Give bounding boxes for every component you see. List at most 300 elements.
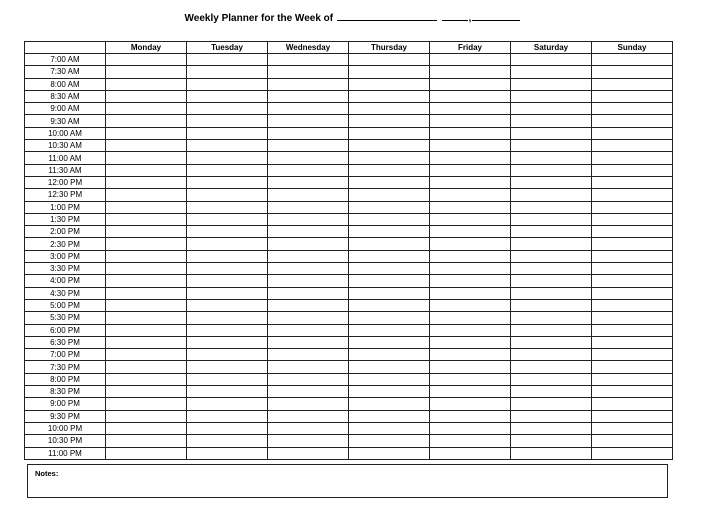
slot-cell-tuesday[interactable] [187,238,268,250]
slot-cell-tuesday[interactable] [187,189,268,201]
slot-cell-monday[interactable] [106,447,187,459]
table-row [25,54,673,66]
slot-cell-tuesday[interactable] [187,361,268,373]
slot-cell-saturday[interactable] [511,299,592,311]
slot-cell-sunday[interactable] [592,386,673,398]
slot-cell-wednesday[interactable] [268,152,349,164]
slot-cell-monday[interactable] [106,238,187,250]
slot-cell-monday[interactable] [106,66,187,78]
slot-cell-friday[interactable] [430,103,511,115]
slot-cell-thursday[interactable] [349,54,430,66]
table-row [25,213,673,225]
slot-cell-saturday[interactable] [511,201,592,213]
slot-cell-friday[interactable] [430,373,511,385]
slot-cell-tuesday[interactable] [187,103,268,115]
time-label: 11:30 AM [25,164,106,176]
slot-cell-sunday[interactable] [592,263,673,275]
slot-cell-thursday[interactable] [349,226,430,238]
table-row [25,386,673,398]
slot-cell-wednesday[interactable] [268,410,349,422]
table-row [25,263,673,275]
table-row [25,103,673,115]
slot-cell-monday[interactable] [106,90,187,102]
slot-cell-friday[interactable] [430,189,511,201]
time-label: 7:30 AM [25,66,106,78]
slot-cell-wednesday[interactable] [268,349,349,361]
slot-cell-thursday[interactable] [349,287,430,299]
slot-cell-friday[interactable] [430,164,511,176]
slot-cell-tuesday[interactable] [187,115,268,127]
slot-cell-sunday[interactable] [592,287,673,299]
time-label: 9:00 AM [25,103,106,115]
slot-cell-wednesday[interactable] [268,275,349,287]
slot-cell-wednesday[interactable] [268,447,349,459]
slot-cell-monday[interactable] [106,287,187,299]
header-row [25,42,673,54]
slot-cell-thursday[interactable] [349,66,430,78]
slot-cell-thursday[interactable] [349,324,430,336]
slot-cell-tuesday[interactable] [187,90,268,102]
time-label: 8:30 PM [25,386,106,398]
slot-cell-saturday[interactable] [511,287,592,299]
slot-cell-friday[interactable] [430,386,511,398]
slot-cell-saturday[interactable] [511,189,592,201]
slot-cell-tuesday[interactable] [187,422,268,434]
slot-cell-thursday[interactable] [349,201,430,213]
slot-cell-wednesday[interactable] [268,361,349,373]
slot-cell-monday[interactable] [106,299,187,311]
time-label: 6:30 PM [25,336,106,348]
slot-cell-tuesday[interactable] [187,324,268,336]
slot-cell-friday[interactable] [430,238,511,250]
day-header-thursday: Thursday [349,42,430,54]
slot-cell-monday[interactable] [106,398,187,410]
slot-cell-wednesday[interactable] [268,312,349,324]
slot-cell-wednesday[interactable] [268,115,349,127]
table-row [25,78,673,90]
slot-cell-monday[interactable] [106,312,187,324]
slot-cell-monday[interactable] [106,152,187,164]
slot-cell-sunday[interactable] [592,152,673,164]
slot-cell-monday[interactable] [106,336,187,348]
slot-cell-tuesday[interactable] [187,201,268,213]
slot-cell-thursday[interactable] [349,361,430,373]
slot-cell-monday[interactable] [106,213,187,225]
table-row [25,115,673,127]
slot-cell-sunday[interactable] [592,361,673,373]
table-row [25,324,673,336]
slot-cell-friday[interactable] [430,127,511,139]
slot-cell-thursday[interactable] [349,422,430,434]
table-row [25,410,673,422]
slot-cell-thursday[interactable] [349,189,430,201]
slot-cell-friday[interactable] [430,312,511,324]
time-label: 2:00 PM [25,226,106,238]
slot-cell-wednesday[interactable] [268,213,349,225]
slot-cell-wednesday[interactable] [268,176,349,188]
slot-cell-thursday[interactable] [349,78,430,90]
slot-cell-saturday[interactable] [511,435,592,447]
slot-cell-thursday[interactable] [349,115,430,127]
slot-cell-saturday[interactable] [511,164,592,176]
date-blank-line[interactable] [442,11,468,21]
slot-cell-tuesday[interactable] [187,349,268,361]
slot-cell-friday[interactable] [430,176,511,188]
slot-cell-friday[interactable] [430,90,511,102]
slot-cell-wednesday[interactable] [268,250,349,262]
slot-cell-thursday[interactable] [349,398,430,410]
slot-cell-sunday[interactable] [592,164,673,176]
slot-cell-tuesday[interactable] [187,287,268,299]
slot-cell-wednesday[interactable] [268,373,349,385]
slot-cell-monday[interactable] [106,176,187,188]
slot-cell-sunday[interactable] [592,275,673,287]
slot-cell-sunday[interactable] [592,299,673,311]
slot-cell-sunday[interactable] [592,435,673,447]
slot-cell-tuesday[interactable] [187,226,268,238]
time-label: 11:00 AM [25,152,106,164]
slot-cell-sunday[interactable] [592,189,673,201]
slot-cell-wednesday[interactable] [268,201,349,213]
table-row [25,447,673,459]
slot-cell-wednesday[interactable] [268,226,349,238]
slot-cell-wednesday[interactable] [268,189,349,201]
slot-cell-friday[interactable] [430,54,511,66]
slot-cell-friday[interactable] [430,422,511,434]
year-blank-line[interactable] [472,11,520,21]
table-row [25,299,673,311]
slot-cell-saturday[interactable] [511,213,592,225]
slot-cell-friday[interactable] [430,299,511,311]
slot-cell-thursday[interactable] [349,349,430,361]
slot-cell-saturday[interactable] [511,127,592,139]
slot-cell-saturday[interactable] [511,422,592,434]
slot-cell-friday[interactable] [430,435,511,447]
notes-label: Notes: [35,469,59,478]
time-label: 7:30 PM [25,361,106,373]
slot-cell-thursday[interactable] [349,336,430,348]
table-row [25,66,673,78]
slot-cell-monday[interactable] [106,435,187,447]
table-row [25,373,673,385]
slot-cell-saturday[interactable] [511,447,592,459]
slot-cell-thursday[interactable] [349,312,430,324]
slot-cell-monday[interactable] [106,386,187,398]
slot-cell-thursday[interactable] [349,373,430,385]
time-label: 7:00 PM [25,349,106,361]
table-row [25,127,673,139]
slot-cell-tuesday[interactable] [187,78,268,90]
slot-cell-friday[interactable] [430,447,511,459]
slot-cell-tuesday[interactable] [187,263,268,275]
slot-cell-sunday[interactable] [592,115,673,127]
slot-cell-sunday[interactable] [592,422,673,434]
slot-cell-wednesday[interactable] [268,287,349,299]
slot-cell-friday[interactable] [430,140,511,152]
day-header-friday: Friday [430,42,511,54]
time-label: 4:00 PM [25,275,106,287]
slot-cell-wednesday[interactable] [268,54,349,66]
slot-cell-tuesday[interactable] [187,140,268,152]
day-header-sunday: Sunday [592,42,673,54]
time-label: 1:00 PM [25,201,106,213]
slot-cell-sunday[interactable] [592,398,673,410]
slot-cell-tuesday[interactable] [187,250,268,262]
time-label: 10:00 AM [25,127,106,139]
slot-cell-saturday[interactable] [511,176,592,188]
slot-cell-monday[interactable] [106,226,187,238]
slot-cell-monday[interactable] [106,78,187,90]
slot-cell-wednesday[interactable] [268,66,349,78]
slot-cell-thursday[interactable] [349,435,430,447]
slot-cell-saturday[interactable] [511,263,592,275]
slot-cell-monday[interactable] [106,201,187,213]
slot-cell-friday[interactable] [430,361,511,373]
slot-cell-sunday[interactable] [592,127,673,139]
slot-cell-saturday[interactable] [511,140,592,152]
slot-cell-monday[interactable] [106,164,187,176]
slot-cell-sunday[interactable] [592,103,673,115]
slot-cell-wednesday[interactable] [268,336,349,348]
slot-cell-wednesday[interactable] [268,238,349,250]
time-label: 9:00 PM [25,398,106,410]
table-row [25,164,673,176]
day-header-wednesday: Wednesday [268,42,349,54]
slot-cell-tuesday[interactable] [187,386,268,398]
slot-cell-friday[interactable] [430,201,511,213]
slot-cell-monday[interactable] [106,324,187,336]
time-label: 5:30 PM [25,312,106,324]
title-comma: , [468,13,472,24]
slot-cell-saturday[interactable] [511,152,592,164]
slot-cell-wednesday[interactable] [268,90,349,102]
slot-cell-tuesday[interactable] [187,312,268,324]
notes-box[interactable] [27,464,668,498]
slot-cell-monday[interactable] [106,189,187,201]
slot-cell-thursday[interactable] [349,90,430,102]
slot-cell-thursday[interactable] [349,410,430,422]
slot-cell-sunday[interactable] [592,226,673,238]
table-row [25,250,673,262]
slot-cell-monday[interactable] [106,275,187,287]
slot-cell-saturday[interactable] [511,238,592,250]
slot-cell-sunday[interactable] [592,176,673,188]
slot-cell-tuesday[interactable] [187,299,268,311]
slot-cell-sunday[interactable] [592,90,673,102]
slot-cell-tuesday[interactable] [187,164,268,176]
slot-cell-monday[interactable] [106,115,187,127]
time-label: 10:00 PM [25,422,106,434]
slot-cell-sunday[interactable] [592,447,673,459]
slot-cell-wednesday[interactable] [268,398,349,410]
time-label: 9:30 AM [25,115,106,127]
slot-cell-sunday[interactable] [592,324,673,336]
slot-cell-friday[interactable] [430,66,511,78]
time-label: 4:30 PM [25,287,106,299]
slot-cell-saturday[interactable] [511,54,592,66]
slot-cell-sunday[interactable] [592,201,673,213]
time-label: 9:30 PM [25,410,106,422]
slot-cell-friday[interactable] [430,152,511,164]
title-text: Weekly Planner for the Week of [184,13,334,24]
slot-cell-saturday[interactable] [511,373,592,385]
slot-cell-tuesday[interactable] [187,152,268,164]
slot-cell-wednesday[interactable] [268,78,349,90]
time-label: 10:30 PM [25,435,106,447]
table-row [25,189,673,201]
slot-cell-monday[interactable] [106,127,187,139]
slot-cell-thursday[interactable] [349,299,430,311]
slot-cell-thursday[interactable] [349,152,430,164]
slot-cell-saturday[interactable] [511,78,592,90]
slot-cell-tuesday[interactable] [187,213,268,225]
slot-cell-thursday[interactable] [349,386,430,398]
table-row [25,152,673,164]
slot-cell-tuesday[interactable] [187,54,268,66]
slot-cell-thursday[interactable] [349,263,430,275]
time-label: 12:30 PM [25,189,106,201]
table-row [25,398,673,410]
slot-cell-tuesday[interactable] [187,373,268,385]
slot-cell-saturday[interactable] [511,361,592,373]
slot-cell-friday[interactable] [430,324,511,336]
slot-cell-saturday[interactable] [511,66,592,78]
time-label: 1:30 PM [25,213,106,225]
table-row [25,140,673,152]
time-label: 12:00 PM [25,176,106,188]
slot-cell-wednesday[interactable] [268,422,349,434]
slot-cell-sunday[interactable] [592,312,673,324]
slot-cell-monday[interactable] [106,54,187,66]
slot-cell-sunday[interactable] [592,66,673,78]
slot-cell-saturday[interactable] [511,398,592,410]
slot-cell-friday[interactable] [430,263,511,275]
table-row [25,90,673,102]
table-row [25,275,673,287]
slot-cell-thursday[interactable] [349,447,430,459]
table-row [25,336,673,348]
slot-cell-monday[interactable] [106,373,187,385]
slot-cell-saturday[interactable] [511,115,592,127]
table-row [25,287,673,299]
slot-cell-tuesday[interactable] [187,127,268,139]
slot-cell-wednesday[interactable] [268,140,349,152]
slot-cell-sunday[interactable] [592,54,673,66]
slot-cell-saturday[interactable] [511,312,592,324]
time-label: 6:00 PM [25,324,106,336]
slot-cell-sunday[interactable] [592,213,673,225]
slot-cell-thursday[interactable] [349,250,430,262]
slot-cell-sunday[interactable] [592,78,673,90]
slot-cell-sunday[interactable] [592,410,673,422]
slot-cell-friday[interactable] [430,250,511,262]
slot-cell-saturday[interactable] [511,410,592,422]
slot-cell-saturday[interactable] [511,386,592,398]
time-label: 2:30 PM [25,238,106,250]
slot-cell-monday[interactable] [106,103,187,115]
slot-cell-friday[interactable] [430,115,511,127]
slot-cell-monday[interactable] [106,263,187,275]
slot-cell-tuesday[interactable] [187,336,268,348]
slot-cell-thursday[interactable] [349,140,430,152]
slot-cell-saturday[interactable] [511,90,592,102]
slot-cell-wednesday[interactable] [268,164,349,176]
slot-cell-wednesday[interactable] [268,263,349,275]
slot-cell-saturday[interactable] [511,336,592,348]
slot-cell-sunday[interactable] [592,250,673,262]
slot-cell-wednesday[interactable] [268,103,349,115]
slot-cell-thursday[interactable] [349,127,430,139]
slot-cell-friday[interactable] [430,287,511,299]
slot-cell-friday[interactable] [430,349,511,361]
slot-cell-thursday[interactable] [349,275,430,287]
table-row [25,349,673,361]
slot-cell-thursday[interactable] [349,238,430,250]
slot-cell-sunday[interactable] [592,140,673,152]
slot-cell-saturday[interactable] [511,103,592,115]
slot-cell-saturday[interactable] [511,250,592,262]
slot-cell-tuesday[interactable] [187,398,268,410]
slot-cell-saturday[interactable] [511,349,592,361]
time-label: 3:00 PM [25,250,106,262]
table-row [25,422,673,434]
slot-cell-thursday[interactable] [349,176,430,188]
table-row [25,176,673,188]
slot-cell-monday[interactable] [106,250,187,262]
week-blank-line[interactable] [337,11,437,21]
table-row [25,435,673,447]
slot-cell-friday[interactable] [430,213,511,225]
slot-cell-wednesday[interactable] [268,324,349,336]
slot-cell-sunday[interactable] [592,373,673,385]
slot-cell-wednesday[interactable] [268,127,349,139]
slot-cell-wednesday[interactable] [268,299,349,311]
slot-cell-wednesday[interactable] [268,435,349,447]
slot-cell-thursday[interactable] [349,103,430,115]
table-row [25,361,673,373]
slot-cell-monday[interactable] [106,361,187,373]
slot-cell-saturday[interactable] [511,324,592,336]
slot-cell-tuesday[interactable] [187,435,268,447]
slot-cell-friday[interactable] [430,398,511,410]
corner-cell [25,42,106,54]
slot-cell-sunday[interactable] [592,336,673,348]
slot-cell-sunday[interactable] [592,349,673,361]
slot-cell-friday[interactable] [430,410,511,422]
slot-cell-tuesday[interactable] [187,275,268,287]
slot-cell-thursday[interactable] [349,164,430,176]
slot-cell-saturday[interactable] [511,226,592,238]
slot-cell-friday[interactable] [430,275,511,287]
slot-cell-sunday[interactable] [592,238,673,250]
slot-cell-tuesday[interactable] [187,447,268,459]
slot-cell-saturday[interactable] [511,275,592,287]
slot-cell-thursday[interactable] [349,213,430,225]
slot-cell-tuesday[interactable] [187,410,268,422]
slot-cell-tuesday[interactable] [187,176,268,188]
slot-cell-tuesday[interactable] [187,66,268,78]
slot-cell-friday[interactable] [430,78,511,90]
slot-cell-monday[interactable] [106,410,187,422]
slot-cell-friday[interactable] [430,226,511,238]
slot-cell-wednesday[interactable] [268,386,349,398]
time-label: 5:00 PM [25,299,106,311]
slot-cell-monday[interactable] [106,140,187,152]
slot-cell-monday[interactable] [106,349,187,361]
slot-cell-monday[interactable] [106,422,187,434]
time-label: 8:30 AM [25,90,106,102]
slot-cell-friday[interactable] [430,336,511,348]
